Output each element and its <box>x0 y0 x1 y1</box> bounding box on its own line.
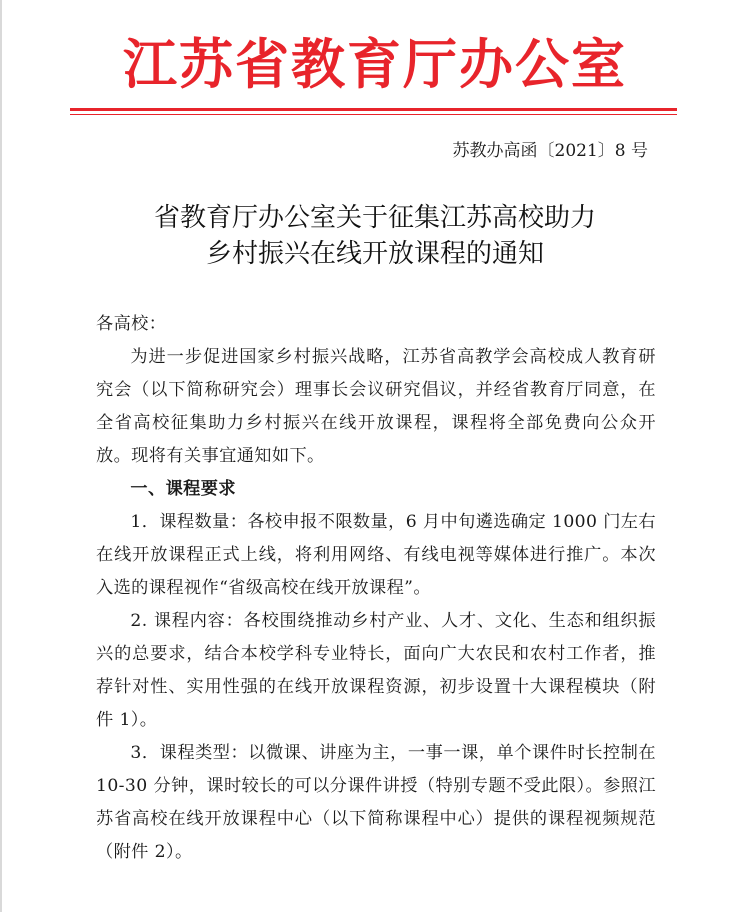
page-edge-line <box>0 0 2 912</box>
requirement-item-2: 2. 课程内容：各校围绕推动乡村产业、人才、文化、生态和组织振兴的总要求，结合本校学科专业特长，面向广大农民和农村工作者，推荐针对性、实用性强的在线开放课程资源，初步设置十大课程模块（附件 1）。 <box>96 611 656 730</box>
masthead-rule-thick <box>70 108 677 111</box>
document-number: 苏教办高函〔2021〕8 号 <box>452 141 648 161</box>
section-heading-course-requirements: 一、课程要求 <box>130 479 236 499</box>
requirement-item-1: 1．课程数量：各校申报不限数量，6 月中旬遴选确定 1000 门左右在线开放课程正式上线，将利用网络、有线电视等媒体进行推广。本次入选的课程视作“省级高校在线开放课程”。 <box>96 512 656 598</box>
document-title-line-2: 乡村振兴在线开放课程的通知 <box>205 239 544 269</box>
requirement-item-3: 3．课程类型：以微课、讲座为主，一事一课，单个课件时长控制在 10-30 分钟，课时较长的可以分课件讲授（特别专题不受此限）。参照江苏省高校在线开放课程中心（以下简称课程中心）提供的课程视频规范（附件 2）。 <box>96 743 656 862</box>
document-body <box>96 308 656 869</box>
salutation: 各高校： <box>96 314 167 334</box>
intro-paragraph: 为进一步促进国家乡村振兴战略，江苏省高教学会高校成人教育研究会（以下简称研究会）理事长会议研究倡议，并经省教育厅同意，在全省高校征集助力乡村振兴在线开放课程，课程将全部免费向公众开放。现将有关事宜通知如下。 <box>96 347 656 466</box>
document-title <box>70 200 680 272</box>
issuer-masthead: 江苏省教育厅办公室 <box>123 32 627 96</box>
document-title-line-1: 省教育厅办公室关于征集江苏高校助力 <box>153 203 596 233</box>
masthead-rule-thin <box>70 114 677 115</box>
